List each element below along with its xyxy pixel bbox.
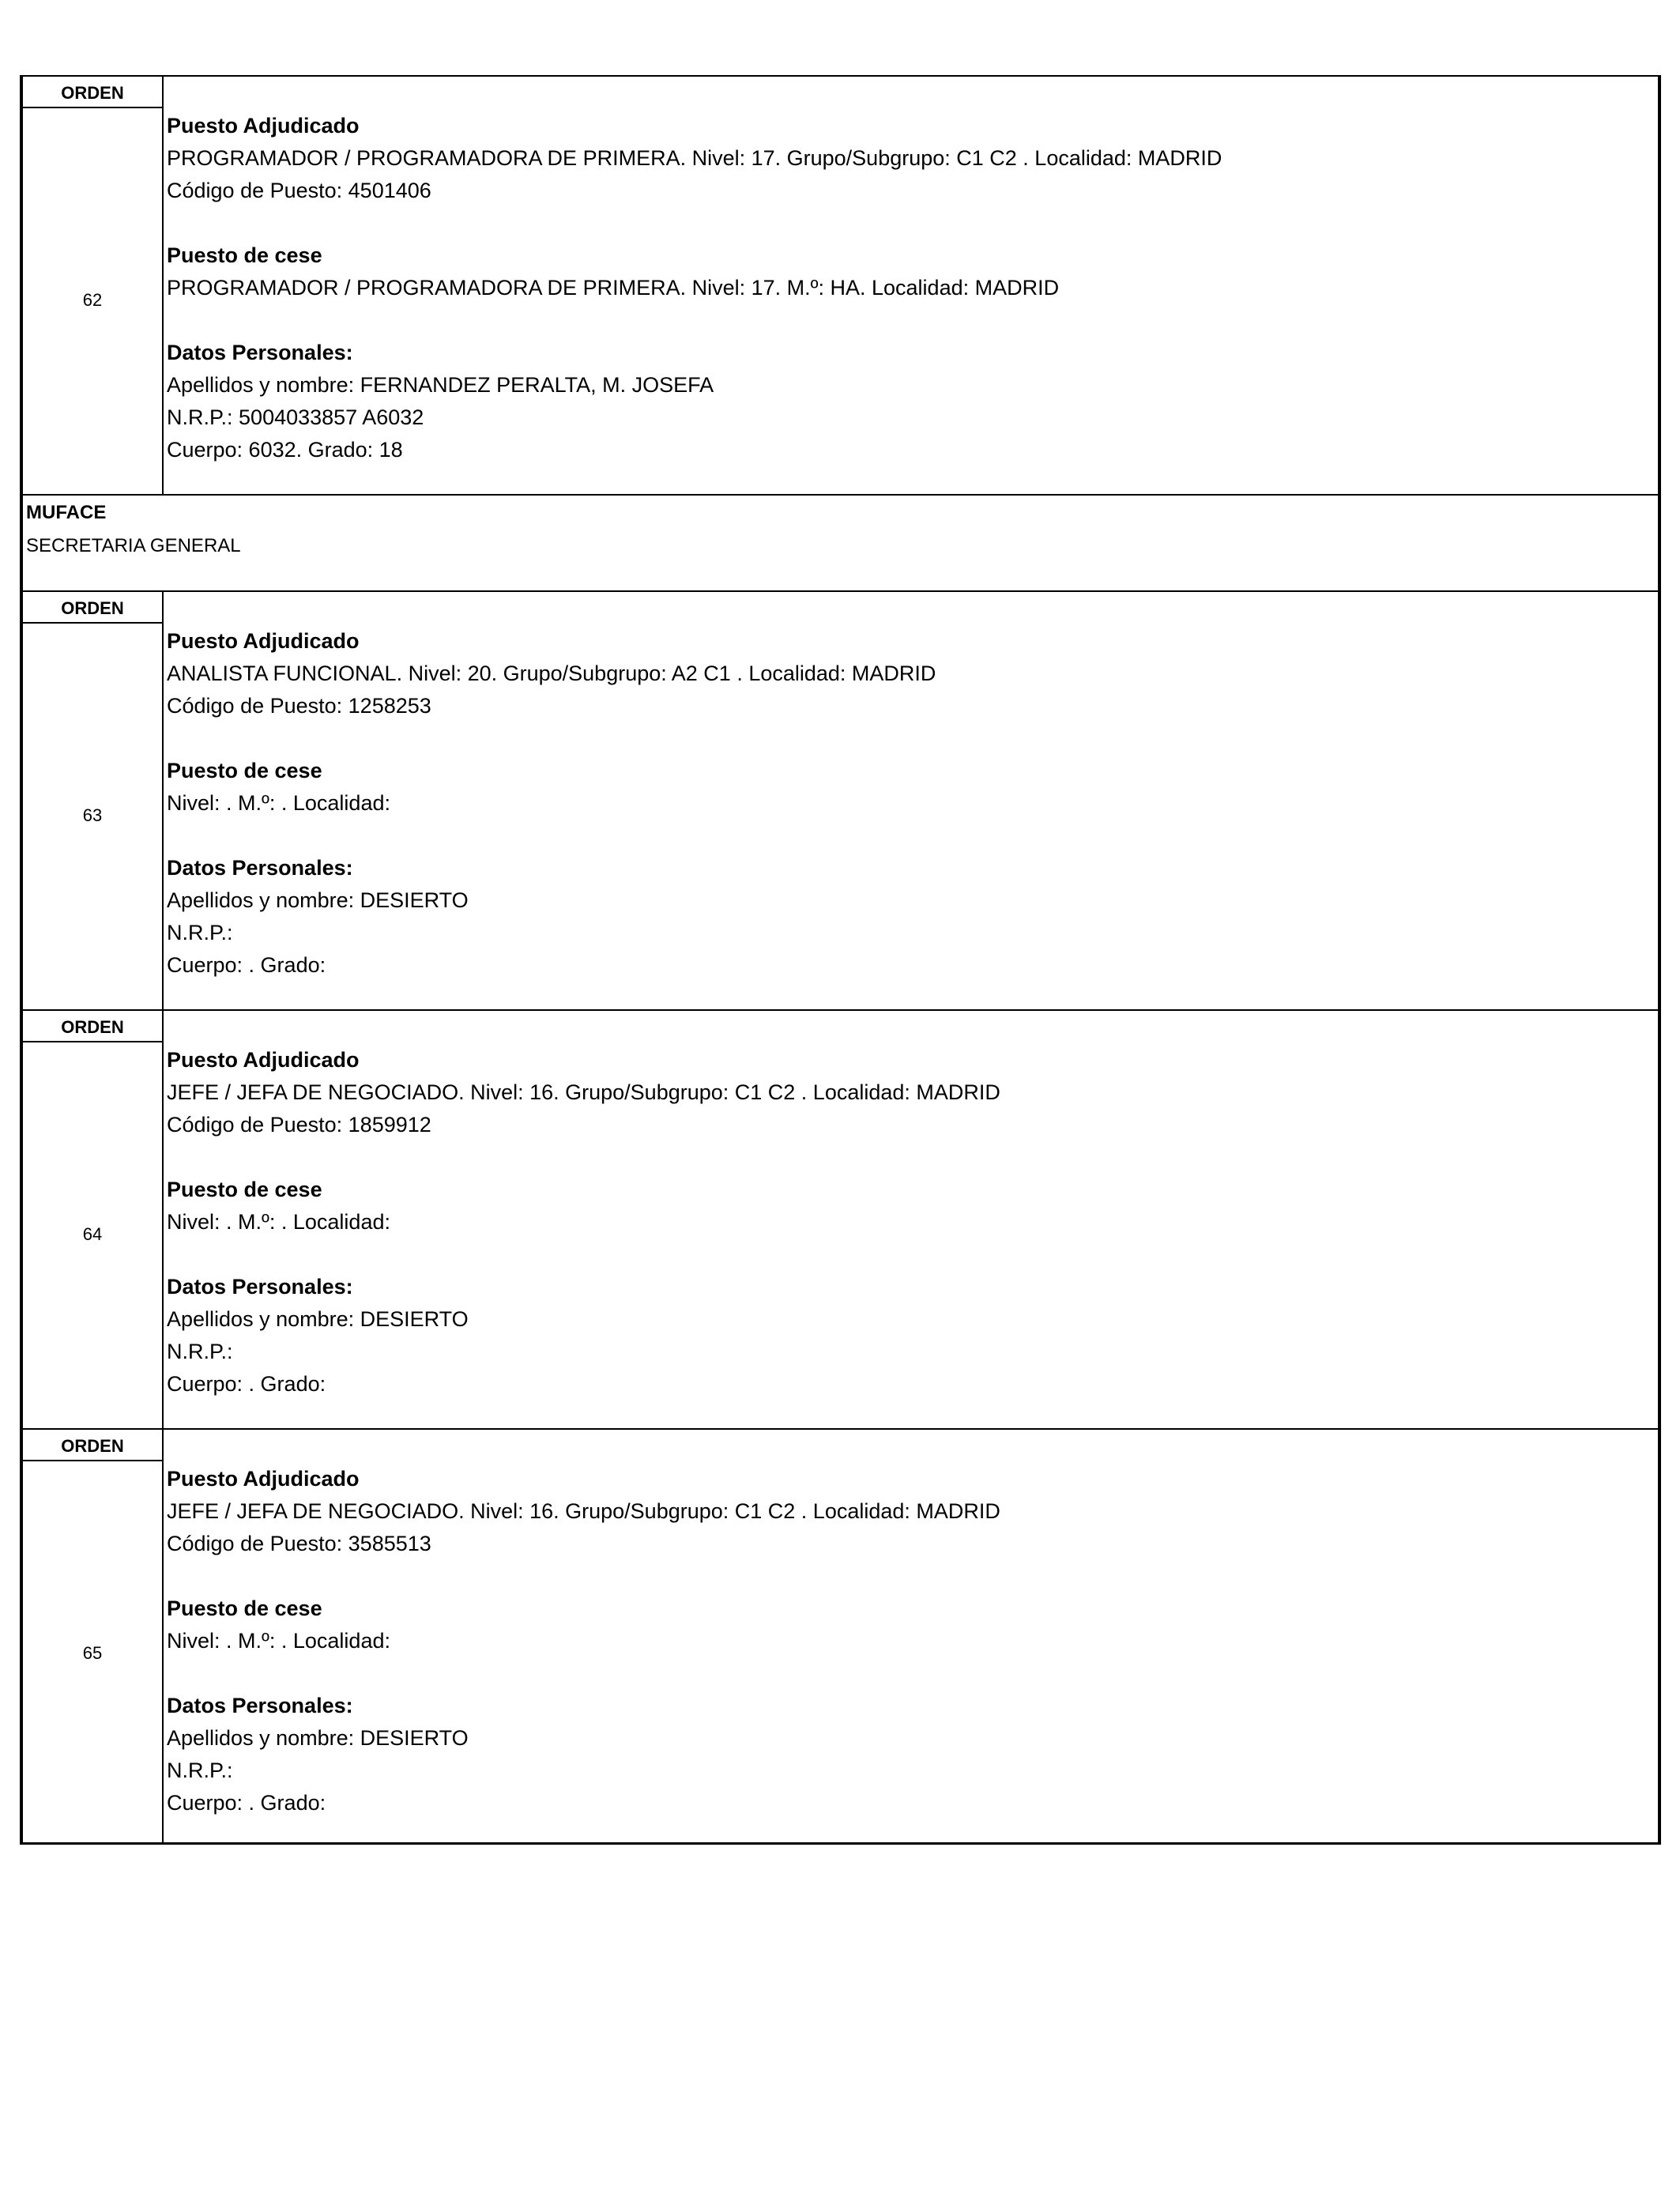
entry-content xyxy=(167,1463,1650,1819)
cese-description: Nivel: . M.º: . Localidad: xyxy=(167,1629,390,1653)
adjudicado-code: Código de Puesto: 1258253 xyxy=(167,694,431,718)
organism-header xyxy=(23,496,1658,592)
datos-nombre: Apellidos y nombre: DESIERTO xyxy=(167,888,469,912)
cese-description: Nivel: . M.º: . Localidad: xyxy=(167,791,390,815)
datos-heading: Datos Personales: xyxy=(167,1694,353,1717)
orden-header: ORDEN xyxy=(23,592,162,624)
datos-cuerpo: Cuerpo: . Grado: xyxy=(167,953,326,977)
datos-heading: Datos Personales: xyxy=(167,1275,353,1299)
orden-header: ORDEN xyxy=(23,77,162,108)
adjudicado-code: Código de Puesto: 1859912 xyxy=(167,1113,431,1137)
orden-number: 63 xyxy=(82,805,103,825)
cese-heading: Puesto de cese xyxy=(167,1596,322,1620)
orden-header: ORDEN xyxy=(23,1430,162,1461)
adjudicado-description: JEFE / JEFA DE NEGOCIADO. Nivel: 16. Grupo/Subgrupo: C1 C2 . Localidad: MADRID xyxy=(167,1080,1000,1104)
orden-number: 64 xyxy=(82,1224,103,1244)
adjudicado-heading: Puesto Adjudicado xyxy=(167,114,360,138)
document-table xyxy=(20,75,1661,1845)
entry-block xyxy=(23,77,1658,496)
adjudicado-description: PROGRAMADOR / PROGRAMADORA DE PRIMERA. Nivel: 17. Grupo/Subgrupo: C1 C2 . Localidad: MADRID xyxy=(167,146,1222,170)
entry-block xyxy=(23,1430,1658,1842)
datos-cuerpo: Cuerpo: . Grado: xyxy=(167,1372,326,1396)
adjudicado-code: Código de Puesto: 3585513 xyxy=(167,1532,431,1555)
entry-content xyxy=(167,625,1650,982)
cese-heading: Puesto de cese xyxy=(167,243,322,267)
datos-heading: Datos Personales: xyxy=(167,341,353,364)
cese-description: Nivel: . M.º: . Localidad: xyxy=(167,1210,390,1234)
datos-nrp: N.R.P.: 5004033857 A6032 xyxy=(167,405,424,429)
datos-heading: Datos Personales: xyxy=(167,856,353,880)
adjudicado-heading: Puesto Adjudicado xyxy=(167,1048,360,1072)
organism-subtitle: SECRETARIA GENERAL xyxy=(26,535,241,556)
entry-content xyxy=(167,1044,1650,1400)
orden-column xyxy=(23,592,164,1009)
datos-nrp: N.R.P.: xyxy=(167,1340,233,1363)
datos-cuerpo: Cuerpo: . Grado: xyxy=(167,1791,326,1815)
entry-content xyxy=(167,110,1650,466)
orden-column xyxy=(23,1430,164,1842)
organism-title: MUFACE xyxy=(26,502,107,523)
adjudicado-heading: Puesto Adjudicado xyxy=(167,629,360,653)
orden-number: 65 xyxy=(82,1643,103,1663)
orden-header: ORDEN xyxy=(23,1011,162,1042)
entry-block xyxy=(23,1011,1658,1430)
datos-nrp: N.R.P.: xyxy=(167,1759,233,1782)
cese-description: PROGRAMADOR / PROGRAMADORA DE PRIMERA. Nivel: 17. M.º: HA. Localidad: MADRID xyxy=(167,276,1060,300)
cese-heading: Puesto de cese xyxy=(167,1178,322,1201)
entry-block xyxy=(23,592,1658,1011)
datos-cuerpo: Cuerpo: 6032. Grado: 18 xyxy=(167,438,403,462)
adjudicado-description: ANALISTA FUNCIONAL. Nivel: 20. Grupo/Subgrupo: A2 C1 . Localidad: MADRID xyxy=(167,662,936,685)
orden-column xyxy=(23,1011,164,1428)
orden-column xyxy=(23,77,164,494)
datos-nombre: Apellidos y nombre: DESIERTO xyxy=(167,1726,469,1750)
datos-nrp: N.R.P.: xyxy=(167,921,233,944)
adjudicado-heading: Puesto Adjudicado xyxy=(167,1467,360,1491)
datos-nombre: Apellidos y nombre: FERNANDEZ PERALTA, M. JOSEFA xyxy=(167,373,714,397)
cese-heading: Puesto de cese xyxy=(167,759,322,782)
orden-number: 62 xyxy=(82,290,103,310)
adjudicado-code: Código de Puesto: 4501406 xyxy=(167,179,431,202)
adjudicado-description: JEFE / JEFA DE NEGOCIADO. Nivel: 16. Grupo/Subgrupo: C1 C2 . Localidad: MADRID xyxy=(167,1499,1000,1523)
datos-nombre: Apellidos y nombre: DESIERTO xyxy=(167,1307,469,1331)
